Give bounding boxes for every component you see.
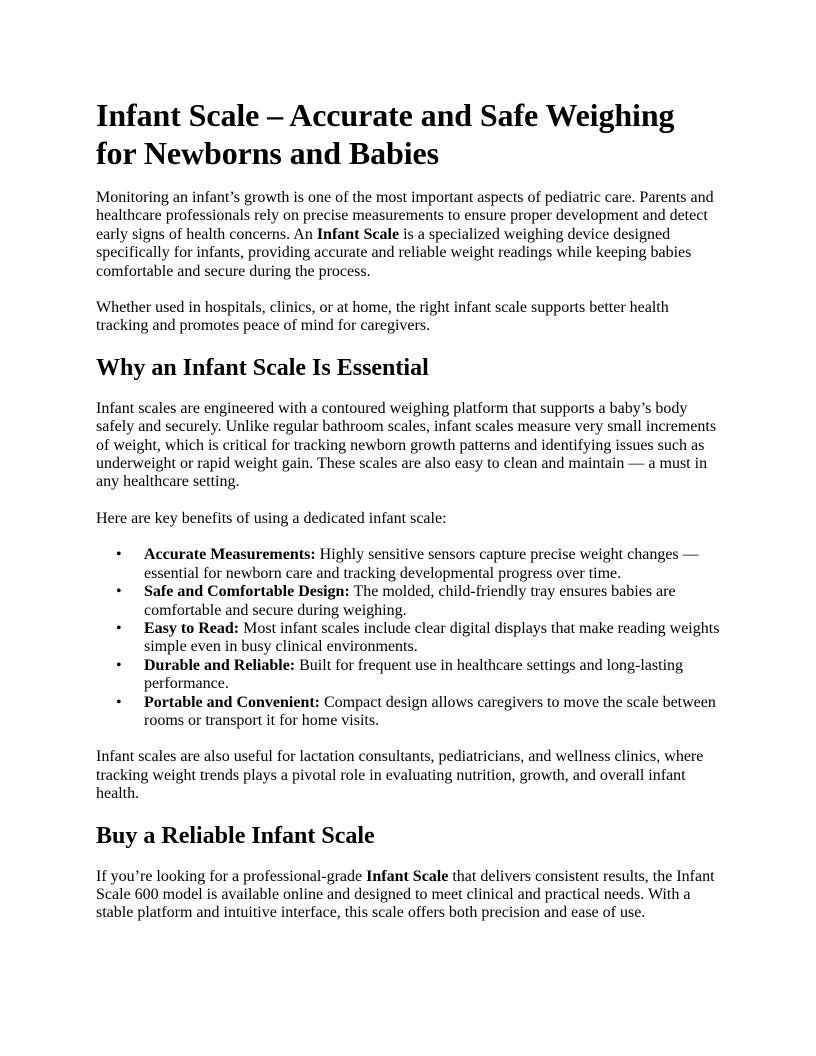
buy-paragraph xyxy=(96,868,722,923)
list-item-text: Highly sensitive sensors capture precise weight changes — essential for newborn care and tracking developmental progress over time. xyxy=(144,546,699,582)
section-heading-essential: Why an Infant Scale Is Essential xyxy=(96,354,429,381)
intro-paragraph-1 xyxy=(96,189,722,281)
buy-text-start: If you’re looking for a professional-grade xyxy=(96,867,367,885)
list-item-text: The molded, child-friendly tray ensures babies are comfortable and secure during weighing. xyxy=(144,583,676,619)
list-item xyxy=(96,546,722,583)
list-item xyxy=(96,657,722,694)
intro-paragraph-2: Whether used in hospitals, clinics, or at home, the right infant scale supports better health tracking and promotes peace of mind for caregivers. xyxy=(96,299,669,335)
list-item-term: Durable and Reliable: xyxy=(144,656,296,674)
benefits-list xyxy=(96,546,722,730)
list-item-text: Compact design allows caregivers to move the scale between rooms or transport it for home visits. xyxy=(144,693,716,729)
bullet-glyph: • xyxy=(116,693,122,711)
essential-paragraph-3: Infant scales are also useful for lactation consultants, pediatricians, and wellness clinics, where tracking weight trends plays a pivotal role in evaluating nutrition, growth, and overall infant health. xyxy=(96,748,704,803)
list-item-term: Accurate Measurements: xyxy=(144,546,316,564)
intro-keyword: Infant Scale xyxy=(316,225,400,243)
page-title: Infant Scale – Accurate and Safe Weighing for Newborns and Babies xyxy=(96,97,675,171)
bullet-glyph: • xyxy=(116,656,122,674)
essential-paragraph-1: Infant scales are engineered with a contoured weighing platform that supports a baby’s body safely and securely. Unlike regular bathroom scales, infant scales measure very small increments of weight, which is critical for tracking newborn growth patterns and identifying issues such as underweight or rapid weight gain. These scales are also easy to clean and maintain — a must in any healthcare setting. xyxy=(96,399,717,491)
bullet-glyph: • xyxy=(116,546,122,564)
list-item xyxy=(96,620,722,657)
bullet-glyph: • xyxy=(116,583,122,601)
intro-text-start: Monitoring an infant’s growth is one of the most important aspects of pediatric care. Parents and healthcare professionals rely on precise measurements to ensure proper development and detect early signs of health concerns. An xyxy=(96,189,714,243)
list-item-text: Most infant scales include clear digital displays that make reading weights simple even in busy clinical environments. xyxy=(144,619,720,656)
list-item xyxy=(96,694,722,731)
list-item-text: Built for frequent use in healthcare settings and long-lasting performance. xyxy=(144,656,684,693)
list-item-term: Safe and Comfortable Design: xyxy=(144,583,350,601)
document-page xyxy=(96,96,722,941)
intro-text-end: is a specialized weighing device designed specifically for infants, providing accurate and reliable weight readings while keeping babies comfortable and secure during the process. xyxy=(96,225,692,280)
list-item xyxy=(96,583,722,620)
essential-paragraph-2: Here are key benefits of using a dedicated infant scale: xyxy=(96,509,447,527)
section-heading-buy: Buy a Reliable Infant Scale xyxy=(96,822,375,849)
buy-keyword: Infant Scale xyxy=(366,867,449,885)
buy-text-end: that delivers consistent results, the Infant Scale 600 model is available online and designed to meet clinical and practical needs. With a stable platform and intuitive interface, this scale offers both precision and ease of use. xyxy=(96,867,715,922)
list-item-term: Easy to Read: xyxy=(144,619,240,637)
list-item-term: Portable and Convenient: xyxy=(144,693,320,711)
bullet-glyph: • xyxy=(116,619,122,637)
